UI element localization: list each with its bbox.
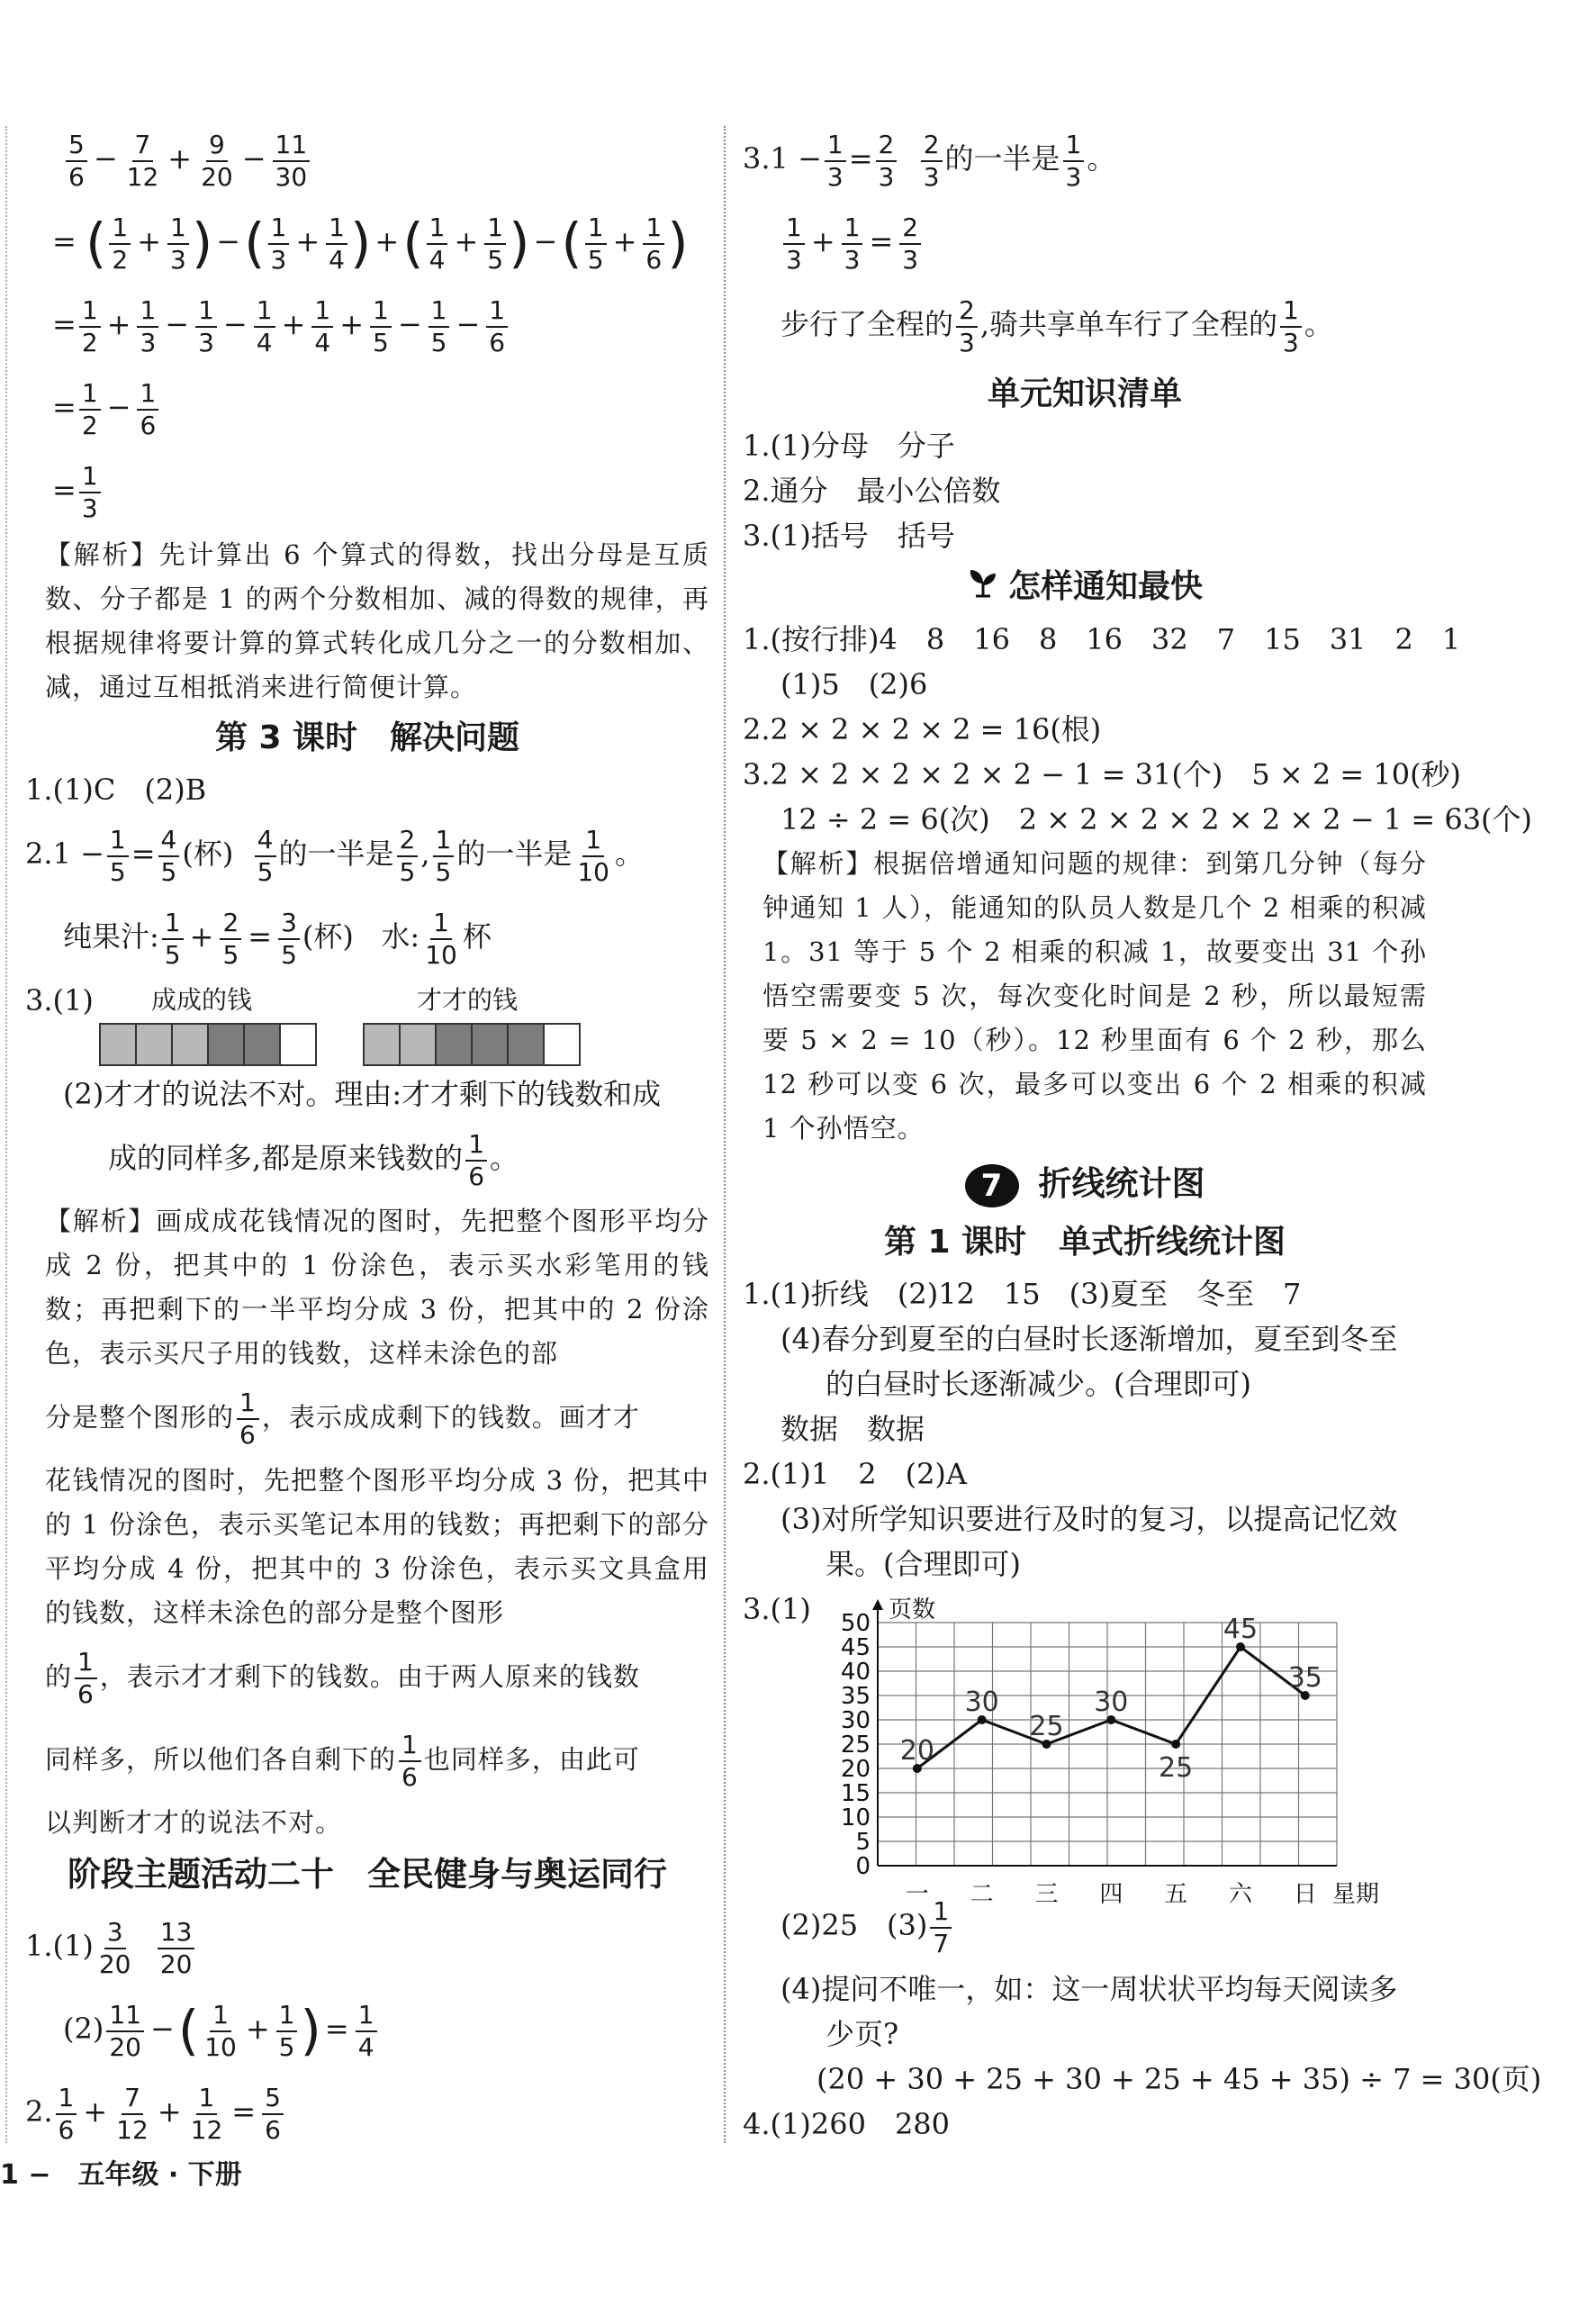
c-q2: 2.(1)1 2 (2)A — [743, 1457, 968, 1491]
data-label: 25 — [1029, 1711, 1064, 1742]
y-tick-label: 40 — [840, 1659, 871, 1686]
notify-section-title: 怎样通知最快 — [743, 558, 1427, 617]
c-q3-part2: (2)25 (3) $\frac{1}{7}$ — [743, 1884, 1427, 1967]
c-q1-data: 数据 数据 — [780, 1412, 925, 1446]
y-axis-arrow — [872, 1599, 883, 1610]
expr-line-3: = $\frac{1}{2}$ + $\frac{1}{3}$ − $\frac{1}{3}$ − $\frac{1}{4}$ + $\frac{1}{4}$ + $\frac{1}{5}$ − $\frac{1}{5}$ − $\frac{1}{6}$ — [25, 283, 709, 366]
c-q2-part3: (3)对所学知识要进行及时的复习，以提高记忆效 — [780, 1502, 1398, 1536]
chengcheng-money-bar — [99, 1023, 317, 1066]
data-label: 35 — [1287, 1662, 1322, 1694]
y-axis-title: 页数 — [889, 1596, 936, 1623]
c-q3-label: 3.(1) — [743, 1592, 811, 1626]
chapter-number-badge: 7 — [965, 1164, 1019, 1207]
stage-q1: 1.(1) $\frac{3}{20}$ $\frac{13}{20}$ — [25, 1904, 709, 1987]
x-axis-title: 星期 — [1331, 1881, 1379, 1908]
stage-q2: 2. $\frac{1}{6}$ + $\frac{7}{12}$ + $\frac{1}{12}$ = $\frac{5}{6}$ — [25, 2070, 709, 2153]
expr-line-4: = $\frac{1}{2}$ − $\frac{1}{6}$ — [25, 366, 709, 448]
expr-line-1: $\frac{5}{6}$ − $\frac{7}{12}$ + $\frac{9}{20}$ − $\frac{11}{30}$ — [25, 117, 709, 200]
data-label: 30 — [964, 1686, 999, 1718]
data-label: 25 — [1159, 1752, 1194, 1784]
q1-answer: 1.(1)C (2)B — [25, 773, 207, 807]
analysis-2-frac-line-2: 的 $\frac{1}{6}$ ，表示才才剩下的钱数。由于两人原来的钱数 — [45, 1647, 640, 1709]
data-label: 45 — [1223, 1614, 1259, 1645]
y-tick-label: 5 — [855, 1829, 871, 1856]
unit-knowledge-title: 单元知识清单 — [987, 375, 1182, 412]
left-column — [25, 117, 709, 2153]
c-q3-calc: (20 + 30 + 25 + 30 + 25 + 45 + 35) ÷ 7 = 30(页) — [817, 2062, 1542, 2096]
column-divider — [724, 126, 726, 2143]
caicai-money-bar — [363, 1023, 581, 1066]
q3-part2: (2)才才的说法不对。理由:才才剩下的钱数和成 — [63, 1077, 662, 1111]
y-tick-label: 20 — [840, 1756, 871, 1783]
q3-bars: 3.(1) 成成的钱 才才的钱 — [25, 978, 709, 1068]
stage-activity-title: 阶段主题活动二十 全民健身与奥运同行 — [68, 1855, 667, 1894]
c-q1: 1.(1)折线 (2)12 15 (3)夏至 冬至 7 — [743, 1277, 1302, 1311]
c-q4: 4.(1)260 280 — [743, 2107, 951, 2141]
chapter-7-title: 7 折线统计图 — [743, 1154, 1427, 1214]
r-q3-line1: 3.1 − $\frac{1}{3}$ = $\frac{2}{3}$ $\frac{2}{3}$ 的一半是 $\frac{1}{3}$ 。 — [743, 129, 1116, 192]
notify-q1-sub: (1)5 (2)6 — [780, 667, 928, 701]
lesson-1-title: 第 1 课时 单式折线统计图 — [883, 1224, 1286, 1261]
analysis-2-cont: 花钱情况的图时，先把整个图形平均分成 3 份，把其中的 1 份涂色，表示买笔记本用的钱数；再把剩下的部分平均分成 4 份，把其中的 3 份涂色，表示买文具盒用的钱数，这样未涂色的部分是整个图形 — [45, 1465, 709, 1628]
x-tick-label: 一 — [905, 1881, 929, 1908]
bar-label-chengcheng: 成成的钱 — [151, 985, 253, 1015]
unit-item-2: 2.通分 最小公倍数 — [743, 474, 1001, 508]
q2-juice-line: 纯果汁: $\frac{1}{5}$ + $\frac{2}{5}$ = $\frac{3}{5}$ (杯) 水: $\frac{1}{10}$ 杯 — [63, 907, 492, 970]
notify-q2: 2.2 × 2 × 2 × 2 = 16(根) — [743, 712, 1102, 746]
notify-q3-cont: 12 ÷ 2 = 6(次) 2 × 2 × 2 × 2 × 2 × 2 − 1 = 63(个) — [780, 802, 1533, 836]
lesson-3-title: 第 3 课时 解决问题 — [214, 719, 520, 756]
c-q1-part4-cont: 的白昼时长逐渐减少。(合理即可) — [826, 1367, 1251, 1401]
analysis-3: 【解析】根据倍增通知问题的规律：到第几分钟（每分钟通知 1 人），能通知的队员人数是几个 2 相乘的积减 1。31 等于 5 个 2 相乘的积减 1，故要变出 31 个孙悟空需要变 5 次，每次变化时间是 2 秒，所以最短需要 5 × 2 = 10（秒）。12 秒里面有 6 个 2 秒，那么 12 秒可以变 6 次，最多可以变出 6 个 2 相乘的积减 1 个孙悟空。 — [762, 848, 1427, 1144]
y-tick-label: 10 — [840, 1804, 871, 1831]
x-tick-label: 六 — [1228, 1881, 1252, 1908]
expr-line-5: = $\frac{1}{3}$ — [25, 448, 709, 531]
y-tick-label: 0 — [855, 1853, 871, 1880]
y-tick-label: 45 — [840, 1634, 871, 1661]
c-q2-part3-cont: 果。(合理即可) — [826, 1547, 1021, 1581]
reading-pages-line-chart — [797, 1587, 1391, 1908]
sprout-icon — [967, 559, 999, 617]
q2-answer: 2.1 − $\frac{1}{5}$ = $\frac{4}{5}$ (杯) $\frac{4}{5}$ 的一半是 $\frac{2}{5}$ , $\frac{1}{5}$ 的一半是 $\frac{1}{10}$ 。 — [25, 824, 645, 887]
analysis-2-frac-line: 分是整个图形的 $\frac{1}{6}$ ，表示成成剩下的钱数。画才才 — [45, 1388, 640, 1450]
y-tick-label: 25 — [840, 1732, 871, 1759]
y-tick-label: 50 — [840, 1610, 871, 1637]
fraction: $\frac{5}{6}$ — [66, 130, 87, 193]
fraction: $\frac{7}{12}$ — [126, 129, 159, 192]
c-q3-part4: (4)提问不唯一，如：这一周状状平均每天阅读多 — [780, 1972, 1398, 2006]
x-tick-label: 五 — [1164, 1881, 1188, 1908]
data-point — [1171, 1740, 1180, 1749]
unit-item-3: 3.(1)括号 括号 — [743, 519, 955, 553]
stage-q1-part2: (2) $\frac{11}{20}$ −( $\frac{1}{10}$ + $\frac{1}{5}$ ) = $\frac{1}{4}$ — [25, 1987, 709, 2070]
r-q3-line3: 步行了全程的 $\frac{2}{3}$ ,骑共享单车行了全程的 $\frac{1}{3}$ 。 — [780, 294, 1333, 357]
y-tick-label: 15 — [840, 1780, 871, 1807]
data-label: 30 — [1094, 1686, 1129, 1718]
c-q3-chart-row — [743, 1587, 1427, 1908]
y-tick-label: 35 — [840, 1683, 871, 1710]
unit-item-1: 1.(1)分母 分子 — [743, 429, 955, 463]
notify-q3: 3.2 × 2 × 2 × 2 × 2 − 1 = 31(个) 5 × 2 = 10(秒) — [743, 757, 1462, 791]
notify-q1: 1.(按行排)4 8 16 8 16 32 7 15 31 2 1 — [743, 622, 1461, 656]
left-border-rule — [5, 126, 7, 2143]
analysis-2-frac-line-3: 同样多，所以他们各自剩下的 $\frac{1}{6}$ 也同样多，由此可 — [45, 1730, 640, 1792]
x-tick-label: 二 — [970, 1881, 994, 1908]
q3-part2-cont: 成的同样多,都是原来钱数的 $\frac{1}{6}$ 。 — [108, 1128, 519, 1191]
c-q3-part4-cont: 少页? — [826, 2017, 899, 2051]
fraction: $\frac{11}{30}$ — [273, 130, 311, 193]
fraction: $\frac{9}{20}$ — [201, 129, 233, 192]
bar-label-caicai: 才才的钱 — [417, 985, 519, 1015]
analysis-1: 【解析】先计算出 6 个算式的得数，找出分母是互质数、分子都是 1 的两个分数相加、减的得数的规律，再根据规律将要计算的算式转化成几分之一的分数相加、减，通过互相抵消来进行简便计算。 — [45, 539, 709, 702]
r-q3-line2: $\frac{1}{3}$ + $\frac{1}{3}$ = $\frac{2}{3}$ — [743, 200, 1427, 283]
data-label: 20 — [899, 1735, 934, 1767]
right-column — [743, 117, 1542, 2147]
x-tick-label: 三 — [1034, 1881, 1059, 1908]
c-q1-part4: (4)春分到夏至的白昼时长逐渐增加，夏至到冬至 — [780, 1322, 1398, 1356]
analysis-2: 【解析】画成成花钱情况的图时，先把整个图形平均分成 2 份，把其中的 1 份涂色，表示买水彩笔用的钱数；再把剩下的一半平均分成 3 份，把其中的 2 份涂色，表示买尺子用的钱数，这样未涂色的部 — [45, 1206, 709, 1369]
y-tick-label: 30 — [840, 1707, 871, 1734]
x-tick-label: 日 — [1293, 1881, 1317, 1908]
x-tick-label: 四 — [1099, 1881, 1123, 1908]
expr-line-2: = ( $\frac{1}{2}$ + $\frac{1}{3}$ ) −( $\frac{1}{3}$ + $\frac{1}{4}$ ) +( $\frac{1}{4}$ + $\frac{1}{5}$ ) −( $\frac{1}{5}$ + $\frac{1}{6}$ ) — [52, 212, 689, 276]
footer-grade-label: 1 − 五年级 · 下册 — [0, 2159, 242, 2191]
analysis-2-end: 以判断才才的说法不对。 — [45, 1807, 343, 1838]
